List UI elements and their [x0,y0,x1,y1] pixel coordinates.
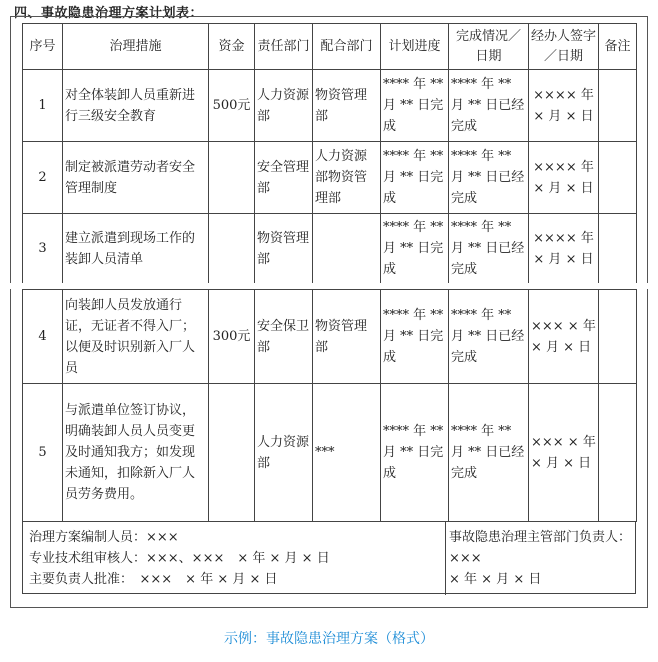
table-header-row [23,24,637,70]
row-status: **** 年 ** 月 ** 日已经完成 [449,290,529,384]
header-coop: 配合部门 [313,24,381,70]
row-sign: ××× × 年 × 月 × 日 [529,384,599,522]
header-sign: 经办人签字／日期 [529,24,599,70]
row-fund: 300元 [209,290,255,384]
row-dept: 人力资源部 [255,70,313,142]
row-measure: 向装卸人员发放通行证，无证者不得入厂；以便及时识别新入厂人员 [63,290,209,384]
reviewer-line: 专业技术组审核人：×××、××× × 年 × 月 × 日 [29,551,330,566]
row-status: **** 年 ** 月 ** 日已经完成 [449,384,529,522]
row-coop: 物资管理部 [313,290,381,384]
approval-left [29,527,330,590]
row-note [599,142,637,214]
figure-caption: 示例：事故隐患治理方案（格式） [224,631,434,647]
header-status: 完成情况／日期 [449,24,529,70]
row-fund [209,384,255,522]
dept-head-line: 事故隐患治理主管部门负责人： ××× [449,530,638,566]
row-status: **** 年 ** 月 ** 日已经完成 [449,70,529,142]
approver-line: 主要负责人批准： ××× × 年 × 月 × 日 [29,572,278,587]
header-no: 序号 [23,24,63,70]
table-row [23,70,637,142]
row-fund [209,214,255,284]
row-coop: *** [313,384,381,522]
header-note: 备注 [599,24,637,70]
row-sign: ×××× 年 × 月 × 日 [529,214,599,284]
row-measure: 制定被派遣劳动者安全管理制度 [63,142,209,214]
approval-footer [22,521,636,594]
header-dept: 责任部门 [255,24,313,70]
row-status: **** 年 ** 月 ** 日已经完成 [449,142,529,214]
row-dept: 物资管理部 [255,214,313,284]
table-row [23,290,637,384]
row-status: **** 年 ** 月 ** 日已经完成 [449,214,529,284]
row-fund [209,142,255,214]
approval-right [449,527,638,590]
row-note [599,290,637,384]
dept-head-date: × 年 × 月 × 日 [449,572,542,587]
row-measure: 对全体装卸人员重新进行三级安全教育 [63,70,209,142]
editor-line: 治理方案编制人员：××× [29,530,179,545]
row-no: 4 [23,290,63,384]
row-plan: **** 年 ** 月 ** 日完成 [381,214,449,284]
table-row [23,142,637,214]
plan-table-top [22,23,637,284]
row-measure: 建立派遣到现场工作的装卸人员清单 [63,214,209,284]
row-sign: ××× × 年 × 月 × 日 [529,290,599,384]
header-plan: 计划进度 [381,24,449,70]
row-plan: **** 年 ** 月 ** 日完成 [381,142,449,214]
row-note [599,70,637,142]
section-heading: 四、事故隐患治理方案计划表： [14,6,204,21]
row-sign: ×××× 年 × 月 × 日 [529,142,599,214]
row-dept: 人力资源部 [255,384,313,522]
header-measure: 治理措施 [63,24,209,70]
plan-table-bottom [22,289,637,522]
header-fund: 资金 [209,24,255,70]
row-coop: 人力资源部物资管理部 [313,142,381,214]
row-no: 2 [23,142,63,214]
row-dept: 安全管理部 [255,142,313,214]
row-coop: 物资管理部 [313,70,381,142]
row-no: 3 [23,214,63,284]
row-coop [313,214,381,284]
row-sign: ×××× 年 × 月 × 日 [529,70,599,142]
row-plan: **** 年 ** 月 ** 日完成 [381,70,449,142]
row-note [599,214,637,284]
row-fund: 500元 [209,70,255,142]
row-plan: **** 年 ** 月 ** 日完成 [381,290,449,384]
row-measure: 与派遣单位签订协议，明确装卸人员人员变更及时通知我方；如发现未通知，扣除新入厂人员劳务费用。 [63,384,209,522]
row-no: 1 [23,70,63,142]
row-no: 5 [23,384,63,522]
table-row [23,384,637,522]
footer-divider [445,522,446,595]
row-plan: **** 年 ** 月 ** 日完成 [381,384,449,522]
row-note [599,384,637,522]
row-dept: 安全保卫部 [255,290,313,384]
table-row [23,214,637,284]
